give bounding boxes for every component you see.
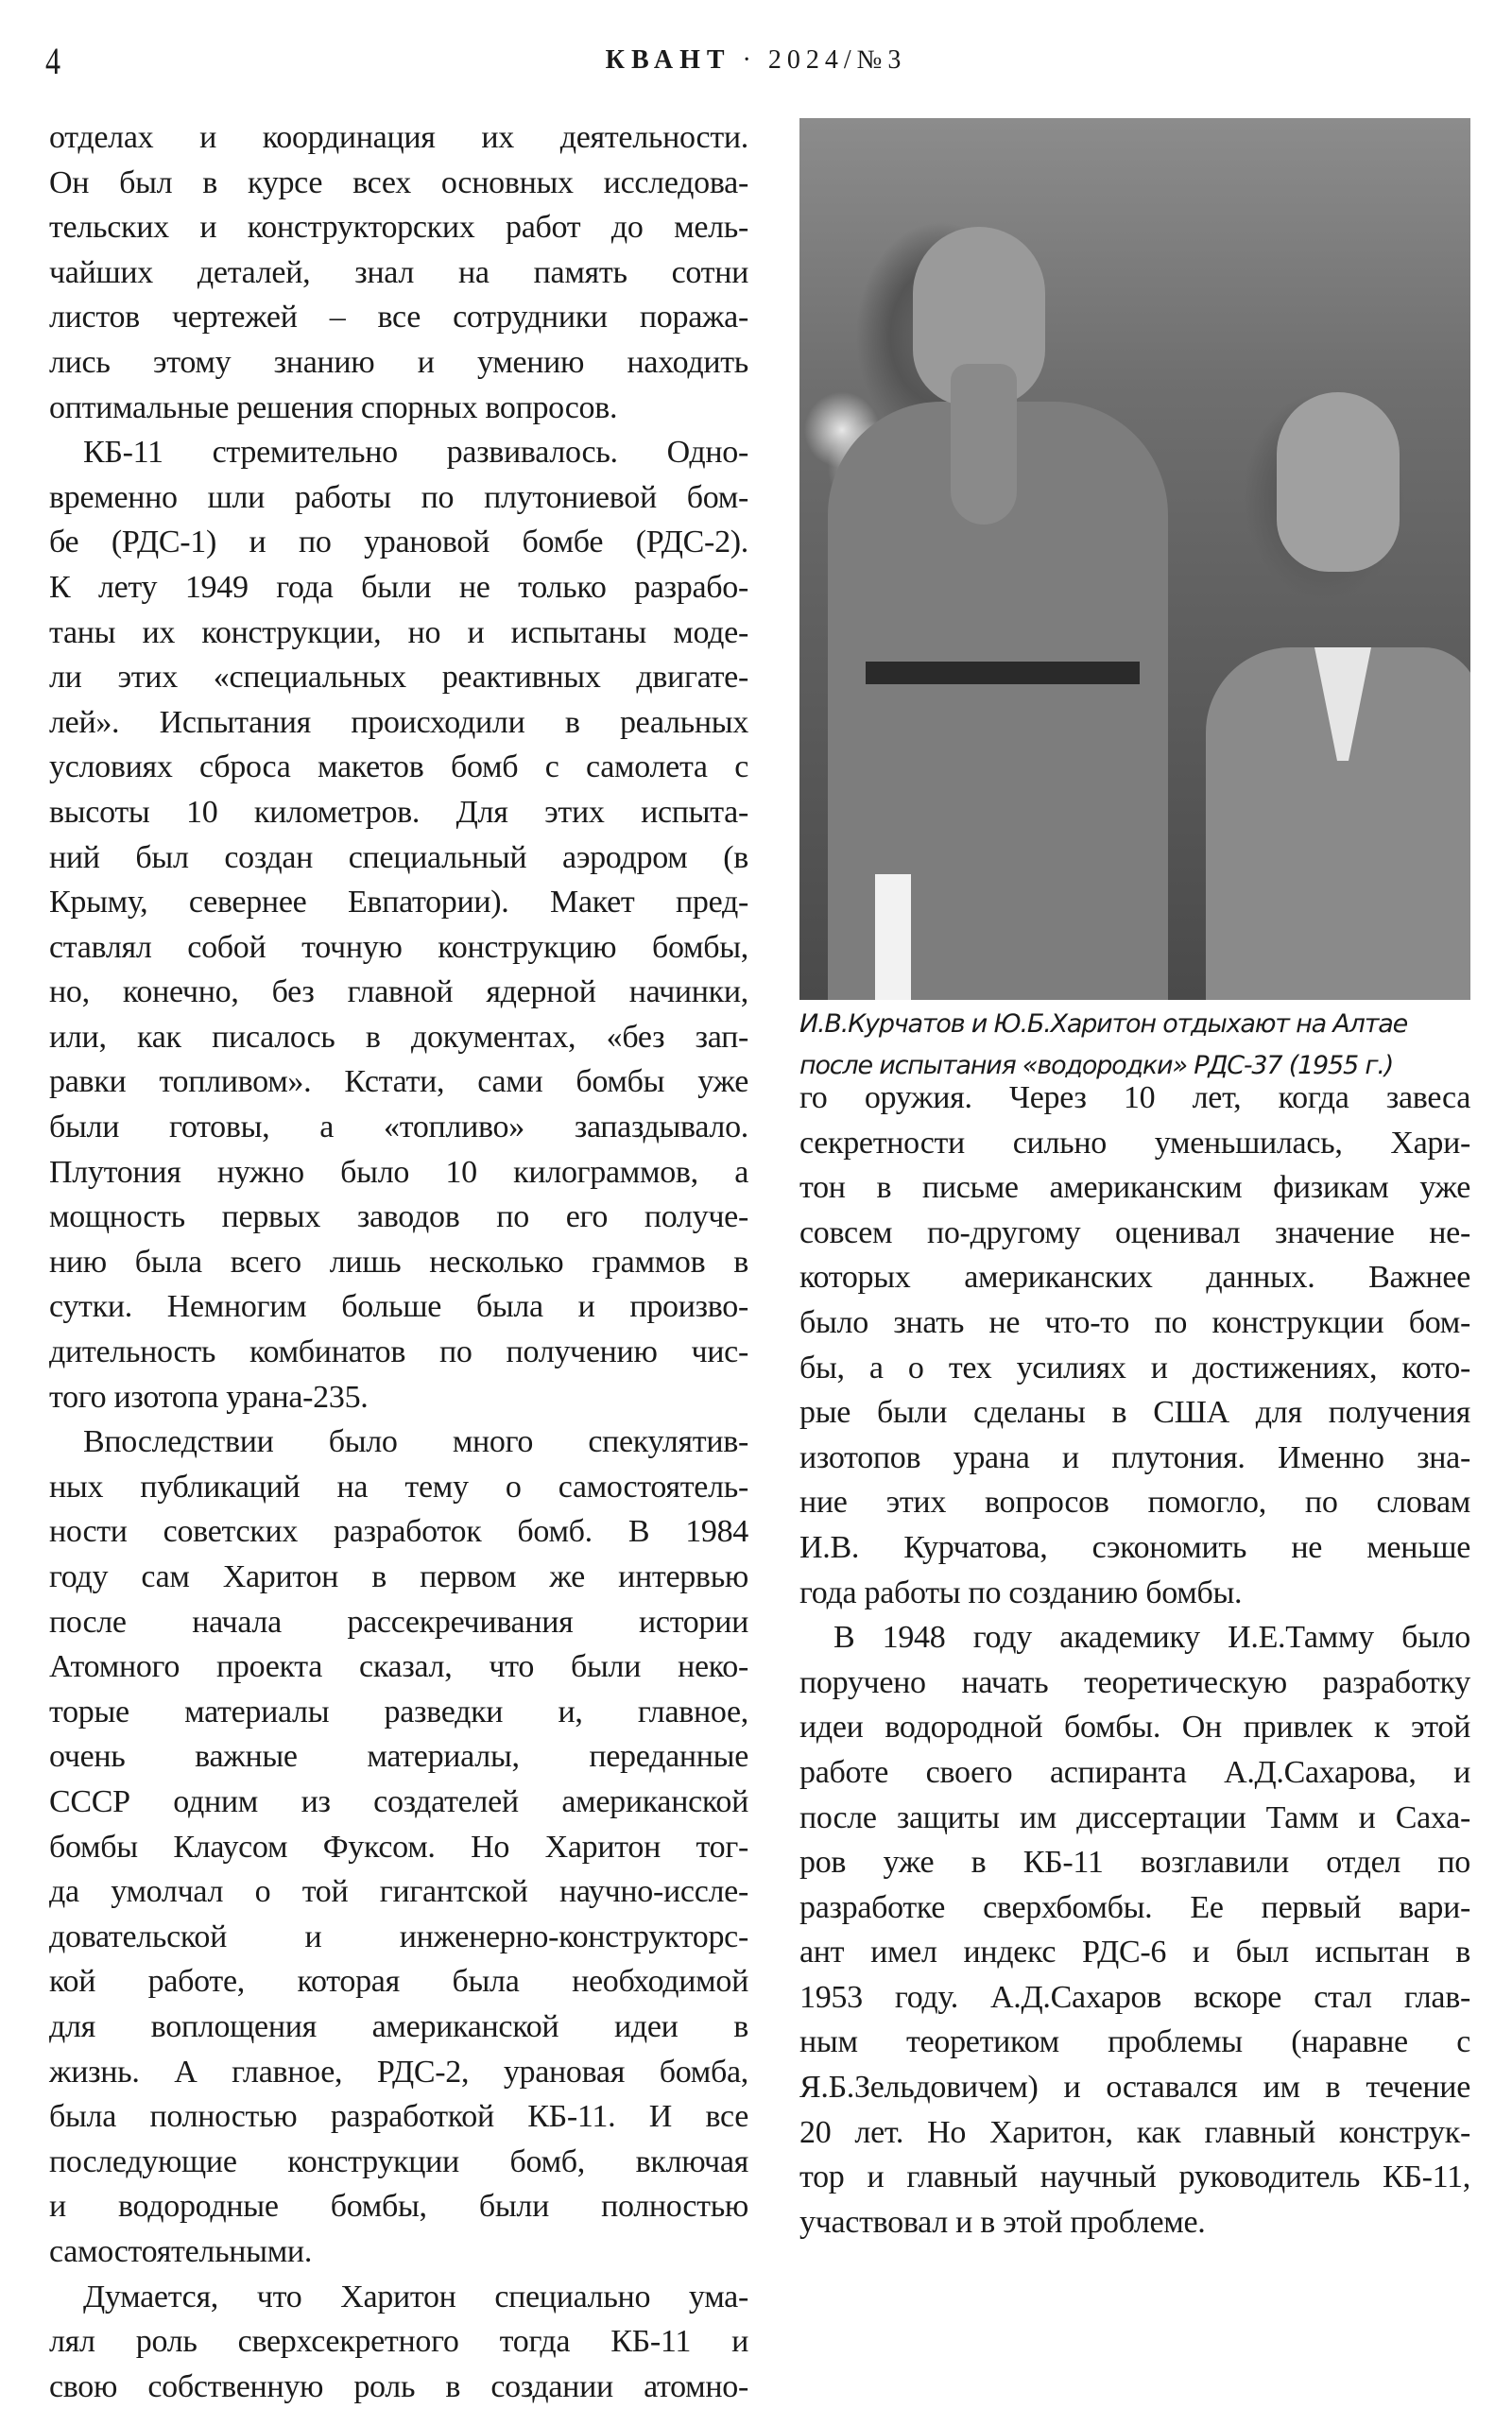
text-line: и водородные бомбы, были полностью: [49, 2189, 748, 2225]
running-head: [0, 42, 1512, 79]
text-line: совсем по-другому оценивал значение не-: [799, 1214, 1470, 1250]
text-line: ров уже в КБ-11 возглавили отдел по: [799, 1845, 1470, 1881]
text-line: листов чертежей – все сотрудники поража-: [49, 300, 748, 336]
text-line: ных публикаций на тему о самостоятель-: [49, 1469, 748, 1505]
text-line: или, как писалось в документах, «без зап-: [49, 1019, 748, 1055]
text-line: довательской и инженерно-конструкторс-: [49, 1919, 748, 1954]
text-line: И.В. Курчатова, сэкономить не меньше: [799, 1529, 1470, 1565]
text-line: для воплощения американской идеи в: [49, 2008, 748, 2044]
text-line: ний был создан специальный аэродром (в: [49, 839, 748, 875]
figure-left-belt: [866, 662, 1140, 684]
text-line: свою собственную роль в создании атомно-: [49, 2368, 748, 2404]
text-line: ности советских разработок бомб. В 1984: [49, 1514, 748, 1550]
text-line: изотопов урана и плутония. Именно зна-: [799, 1439, 1470, 1475]
text-line: лял роль сверхсекретного тогда КБ-11 и: [49, 2324, 748, 2360]
text-line: были готовы, а «топливо» запаздывало.: [49, 1110, 748, 1145]
text-line: того изотопа урана-235.: [49, 1379, 369, 1415]
text-line: да умолчал о той гигантской научно-иссле-: [49, 1874, 748, 1910]
text-line: го оружия. Через 10 лет, когда завеса: [799, 1080, 1470, 1115]
text-line: ние этих вопросов помогло, по словам: [799, 1485, 1470, 1521]
text-line: секретности сильно уменьшилась, Хари-: [799, 1125, 1470, 1161]
text-line: рые были сделаны в США для получения: [799, 1395, 1470, 1431]
text-line: последующие конструкции бомб, включая: [49, 2143, 748, 2179]
text-line: КБ-11 стремительно развивалось. Одно-: [83, 435, 748, 471]
text-line: очень важные материалы, переданные: [49, 1739, 748, 1775]
text-line: В 1948 году академику И.Е.Тамму было: [833, 1620, 1470, 1656]
text-line: Атомного проекта сказал, что были неко-: [49, 1649, 748, 1685]
text-line: кой работе, которая была необходимой: [49, 1964, 748, 2000]
figure-left-beard: [951, 364, 1017, 525]
journal-name: КВАНТ: [605, 45, 731, 75]
text-line: было знать не что-то по конструкции бом-: [799, 1304, 1470, 1340]
text-line: Я.Б.Зельдовичем) и оставался им в течение: [799, 2070, 1470, 2106]
text-line: сутки. Немногим больше была и произво-: [49, 1289, 748, 1325]
text-line: была полностью разработкой КБ-11. И все: [49, 2099, 748, 2135]
text-line: дительность комбинатов по получению чис-: [49, 1334, 748, 1370]
photo-caption: [799, 1004, 1499, 1087]
text-line: К лету 1949 года были не только разрабо-: [49, 569, 748, 605]
page-header: [0, 38, 1512, 85]
text-line: самостоятельными.: [49, 2233, 313, 2269]
text-line: но, конечно, без главной ядерной начинки,: [49, 974, 748, 1010]
text-line: ставлял собой точную конструкцию бомбы,: [49, 929, 748, 965]
photo-two-men-image: [799, 118, 1470, 1000]
issue-number: 2024/№3: [767, 45, 907, 75]
text-line: 1953 году. А.Д.Сахаров вскоре стал глав-: [799, 1979, 1470, 2015]
text-line: поручено начать теоретическую разработку: [799, 1664, 1470, 1700]
figure-right-head: [1277, 392, 1400, 572]
text-line: тор и главный научный руководитель КБ-11,: [799, 2159, 1470, 2195]
text-line: бы, а о тех усилиях и достижениях, кото-: [799, 1350, 1470, 1385]
text-line: Он был в курсе всех основных исследова-: [49, 164, 748, 200]
text-line: бомбы Клаусом Фуксом. Но Харитон тог-: [49, 1829, 748, 1865]
text-line: условиях сброса макетов бомб с самолета с: [49, 749, 748, 785]
separator-dot: ·: [742, 45, 757, 75]
papers-in-hand: [875, 874, 911, 1000]
caption-line: после испытания «водородки» РДС-37 (1955 г.): [799, 1051, 1394, 1080]
text-line: году сам Харитон в первом же интервью: [49, 1559, 748, 1594]
text-line: чайших деталей, знал на память сотни: [49, 254, 748, 290]
text-line: таны их конструкции, но и испытаны моде-: [49, 614, 748, 650]
text-line: Впоследствии было много спекулятив-: [83, 1424, 748, 1460]
text-line: разработке сверхбомбы. Ее первый вари-: [799, 1889, 1470, 1925]
text-line: участвовал и в этой проблеме.: [799, 2204, 1206, 2240]
text-line: тон в письме американским физикам уже: [799, 1170, 1470, 1206]
text-line: бе (РДС-1) и по урановой бомбе (РДС-2).: [49, 525, 748, 560]
text-line: года работы по созданию бомбы.: [799, 1574, 1243, 1610]
text-line: ант имел индекс РДС-6 и был испытан в: [799, 1935, 1470, 1970]
text-line: высоты 10 километров. Для этих испыта-: [49, 794, 748, 830]
text-line: мощность первых заводов по его получе-: [49, 1199, 748, 1235]
text-line: Крыму, севернее Евпатории). Макет пред-: [49, 885, 748, 921]
text-line: которых американских данных. Важнее: [799, 1260, 1470, 1296]
text-line: торые материалы разведки и, главное,: [49, 1694, 748, 1729]
text-line: Плутония нужно было 10 килограммов, а: [49, 1154, 748, 1190]
text-line: СССР одним из создателей американской: [49, 1783, 748, 1819]
text-line: лей». Испытания происходили в реальных: [49, 704, 748, 740]
text-line: Думается, что Харитон специально ума-: [83, 2279, 748, 2314]
text-line: после начала рассекречивания истории: [49, 1604, 748, 1640]
text-line: жизнь. А главное, РДС-2, урановая бомба,: [49, 2054, 748, 2090]
left-text-column: [49, 115, 748, 2409]
text-line: равки топливом». Кстати, сами бомбы уже: [49, 1064, 748, 1100]
text-line: работе своего аспиранта А.Д.Сахарова, и: [799, 1754, 1470, 1790]
text-line: идеи водородной бомбы. Он привлек к этой: [799, 1710, 1470, 1746]
text-line: после защиты им диссертации Тамм и Саха-: [799, 1799, 1470, 1835]
page-number: 4: [45, 40, 60, 82]
text-line: тельских и конструкторских работ до мель-: [49, 210, 748, 246]
right-text-column: [799, 1075, 1470, 2245]
text-line: временно шли работы по плутониевой бом-: [49, 479, 748, 515]
text-line: лись этому знанию и умению находить: [49, 344, 748, 380]
caption-line: И.В.Курчатов и Ю.Б.Харитон отдыхают на Алтае: [799, 1009, 1407, 1039]
text-line: 20 лет. Но Харитон, как главный конструк-: [799, 2114, 1470, 2150]
text-line: ным теоретиком проблемы (наравне с: [799, 2024, 1470, 2060]
text-line: ли этих «специальных реактивных двигате-: [49, 660, 748, 696]
text-line: отделах и координация их деятельности.: [49, 120, 748, 155]
text-line: оптимальные решения спорных вопросов.: [49, 389, 618, 425]
text-line: нию была всего лишь несколько граммов в: [49, 1244, 748, 1280]
